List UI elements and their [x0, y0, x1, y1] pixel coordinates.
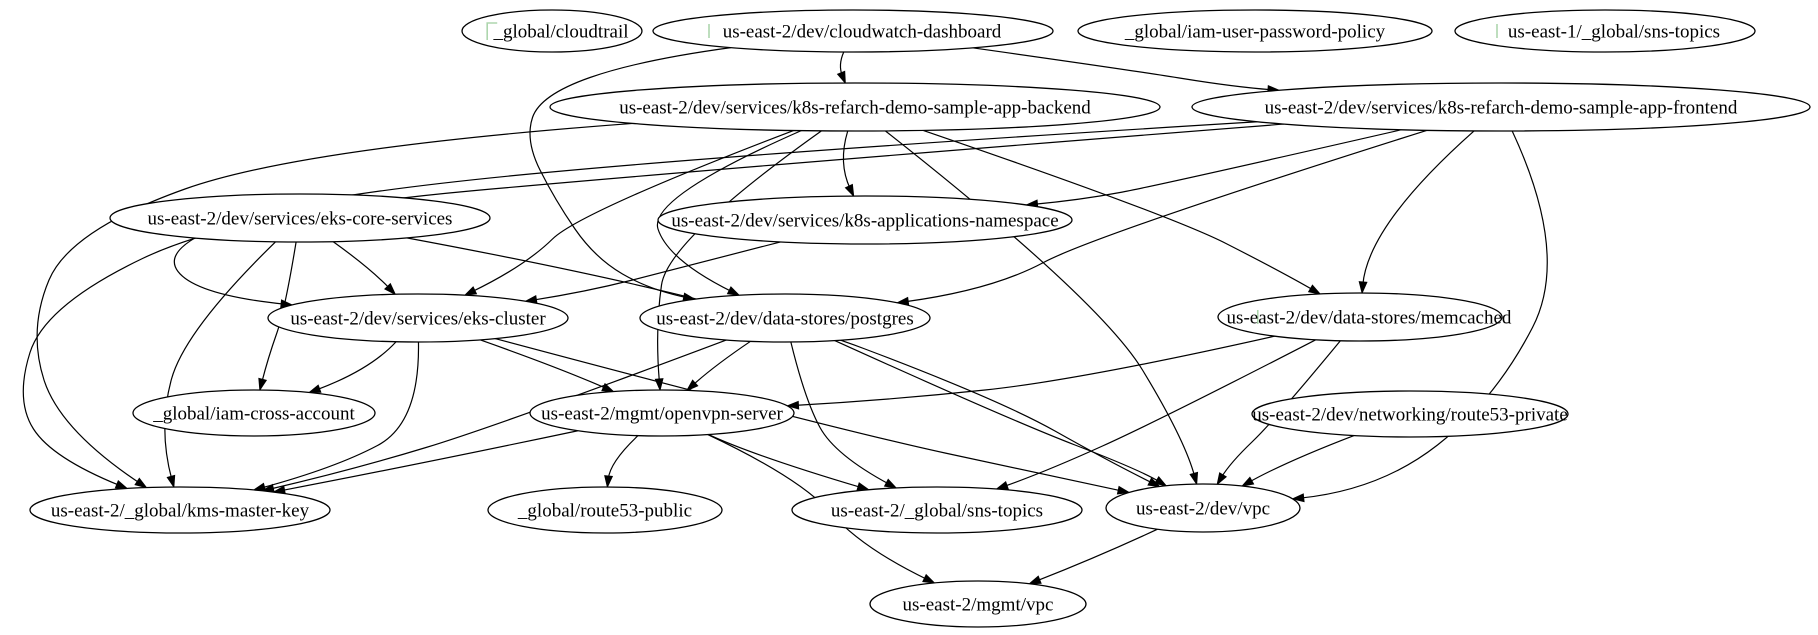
arrowhead-eks-core-services--kms-master-key [167, 475, 174, 487]
arrowhead-openvpn-server--route53-public [605, 476, 613, 487]
node-iam-cross-account [133, 390, 375, 436]
arrowhead-memcached--sns-topics-us-east-2 [997, 482, 1009, 489]
edge-eks-core-services--kms-master-key [165, 242, 276, 479]
arrowhead-memcached--dev-vpc [1217, 473, 1226, 484]
edge-openvpn-server--sns-topics-us-east-2 [709, 435, 861, 488]
arrowhead-k8s-backend--kms-master-key [135, 478, 146, 487]
edge-eks-cluster--iam-cross-account [317, 342, 396, 390]
node-postgres [640, 294, 930, 342]
edge-openvpn-server--kms-master-key [282, 431, 578, 491]
arrowhead-k8s-frontend--memcached [1359, 282, 1367, 293]
arrowhead-k8s-frontend--kms-master-key [115, 481, 127, 489]
edge-k8s-frontend--memcached [1363, 131, 1474, 285]
arrowhead-k8s-backend--dev-vpc [1190, 472, 1197, 484]
node-mgmt-vpc [870, 581, 1086, 627]
arrowhead-k8s-backend--memcached [1309, 285, 1320, 294]
edge-openvpn-server--route53-public [608, 436, 638, 479]
arrowhead-eks-cluster--iam-cross-account [309, 385, 321, 392]
node-k8s-namespace [658, 196, 1072, 244]
edge-postgres--openvpn-server [693, 341, 751, 385]
node-label-eks-core-services: us-east-2/dev/services/eks-core-services [147, 208, 453, 230]
arrowhead-k8s-backend--eks-cluster [465, 287, 477, 295]
node-k8s-backend [550, 83, 1160, 131]
node-label-memcached: us-east-2/dev/data-stores/memcached [1226, 307, 1512, 329]
node-label-k8s-backend: us-east-2/dev/services/k8s-refarch-demo-sample-app-backend [619, 97, 1091, 119]
node-label-mgmt-vpc: us-east-2/mgmt/vpc [902, 594, 1054, 616]
edge-cloudwatch-dashboard--k8s-frontend [973, 48, 1271, 90]
node-cloudwatch-dashboard [653, 10, 1053, 52]
node-label-iam-cross-account: _global/iam-cross-account [153, 403, 355, 425]
arrowhead-k8s-backend--k8s-namespace [846, 184, 854, 196]
node-label-postgres: us-east-2/dev/data-stores/postgres [656, 308, 914, 330]
arrowhead-openvpn-server--sns-topics-us-east-2 [857, 483, 869, 490]
node-iam-user-password-policy [1078, 10, 1432, 52]
node-route53-public [488, 487, 722, 533]
node-kms-master-key [30, 487, 330, 533]
node-label-route53-public: _global/route53-public [517, 500, 693, 522]
arrowhead-cloudwatch-dashboard--k8s-backend [838, 71, 846, 83]
edge-eks-core-services--eks-cluster [333, 242, 390, 289]
node-label-dev-vpc: us-east-2/dev/vpc [1135, 498, 1271, 520]
arrowhead-k8s-backend--postgres [728, 287, 740, 295]
node-label-sns-topics-us-east-1: us-east-1/_global/sns-topics [1507, 21, 1721, 43]
edge-route53-private--dev-vpc [1249, 436, 1354, 483]
node-route53-private [1252, 391, 1568, 437]
node-sns-topics-us-east-2 [792, 487, 1082, 533]
edge-k8s-backend--openvpn-server [658, 131, 822, 382]
edge-postgres--dev-vpc [835, 341, 1160, 482]
node-eks-cluster [268, 294, 568, 342]
node-cloudtrail [462, 10, 642, 52]
node-label-sns-topics-us-east-2: us-east-2/_global/sns-topics [830, 500, 1044, 522]
node-eks-core-services [110, 194, 490, 242]
nodes-layer [30, 10, 1810, 627]
arrowhead-k8s-backend--openvpn-server [655, 379, 663, 390]
edge-eks-cluster--openvpn-server [480, 340, 606, 389]
edge-cloudwatch-dashboard--postgres [530, 48, 731, 298]
node-label-k8s-frontend: us-east-2/dev/services/k8s-refarch-demo-sample-app-frontend [1264, 97, 1738, 119]
node-label-cloudwatch-dashboard: us-east-2/dev/cloudwatch-dashboard [722, 21, 1002, 43]
node-sns-topics-us-east-1 [1455, 10, 1755, 52]
arrowhead-dev-vpc--mgmt-vpc [1029, 576, 1041, 584]
node-dev-vpc [1106, 484, 1300, 532]
edge-k8s-backend--k8s-namespace [843, 131, 850, 189]
node-label-k8s-namespace: us-east-2/dev/services/k8s-applications-namespace [671, 210, 1059, 232]
node-label-cloudtrail: _global/cloudtrail [493, 21, 629, 43]
edge-eks-core-services--dev-vpc [407, 238, 1153, 483]
arrowhead-openvpn-server--mgmt-vpc [923, 575, 935, 583]
node-label-route53-private: us-east-2/dev/networking/route53-private [1252, 404, 1568, 426]
arrowhead-eks-cluster--openvpn-server [602, 384, 614, 392]
node-label-kms-master-key: us-east-2/_global/kms-master-key [50, 500, 310, 522]
edge-postgres--sns-topics-us-east-2 [791, 342, 889, 484]
node-label-openvpn-server: us-east-2/mgmt/openvpn-server [541, 403, 783, 425]
arrowhead-postgres--sns-topics-us-east-2 [885, 479, 896, 488]
edge-k8s-namespace--eks-cluster [533, 242, 780, 300]
edge-memcached--openvpn-server [795, 336, 1274, 405]
arrowhead-route53-private--dev-vpc [1242, 477, 1253, 486]
node-memcached [1218, 293, 1512, 341]
arrowhead-eks-core-services--iam-cross-account [259, 378, 266, 390]
edge-k8s-frontend--k8s-namespace [1034, 130, 1401, 205]
node-label-iam-user-password-policy: _global/iam-user-password-policy [1124, 21, 1386, 43]
node-openvpn-server [530, 390, 794, 436]
node-label-eks-cluster: us-east-2/dev/services/eks-cluster [290, 308, 546, 330]
edge-dev-vpc--mgmt-vpc [1037, 529, 1158, 581]
node-k8s-frontend [1192, 83, 1810, 131]
